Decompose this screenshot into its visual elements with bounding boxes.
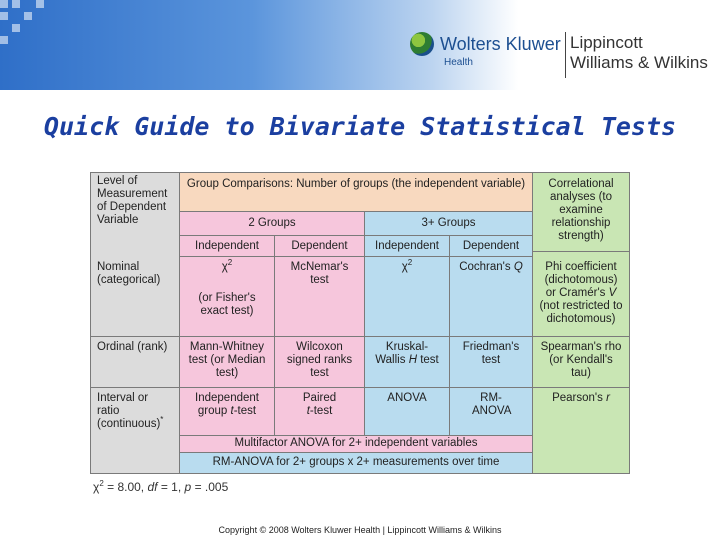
correlational-header: Correlational analyses (to examine relationship strength) xyxy=(533,173,629,251)
fisher-exact-note: (or Fisher's exact test) xyxy=(198,292,256,317)
nominal-correlation xyxy=(533,252,629,336)
test-suffix: -test xyxy=(233,405,257,417)
chi-symbol: χ xyxy=(93,480,100,494)
kruskal-h: H xyxy=(408,354,417,366)
brand-wolters-kluwer: Wolters Kluwer xyxy=(440,34,561,54)
interval-two-dependent xyxy=(275,388,364,435)
rm-anova-row: RM-ANOVA for 2+ groups x 2+ measurements over time xyxy=(180,453,532,473)
corner-header: Level of Measurement of Dependent Variable xyxy=(91,173,179,335)
bivariate-tests-table xyxy=(90,172,630,474)
ordinal-two-dependent: Wilcoxon signed ranks test xyxy=(275,337,364,387)
sub-header-independent: Independent xyxy=(180,236,274,256)
page-title: Quick Guide to Bivariate Statistical Tests xyxy=(43,112,677,141)
decor-square xyxy=(24,12,32,20)
logo-divider xyxy=(565,32,566,78)
kruskal-wallis-label: Kruskal-Wallis xyxy=(375,341,429,366)
chi-superscript: 2 xyxy=(99,479,104,488)
phi-cramer-text: Phi coefficient (dichotomous) or Cramér's xyxy=(544,261,618,299)
globe-icon xyxy=(410,32,434,56)
nominal-three-independent xyxy=(365,257,449,336)
df-label: df xyxy=(147,480,158,494)
chi-value: = 8.00, xyxy=(107,480,145,494)
decor-square xyxy=(0,0,8,8)
sub-header-independent: Independent xyxy=(365,236,449,256)
interval-label-text: Interval or ratio (continuous) xyxy=(97,392,161,430)
ordinal-three-dependent: Friedman's test xyxy=(450,337,532,387)
group-comparisons-header: Group Comparisons: Number of groups (the independent variable) xyxy=(180,173,532,211)
ordinal-correlation: Spearman's rho (or Kendall's tau) xyxy=(533,337,629,387)
decor-square xyxy=(0,12,8,20)
nominal-two-dependent: McNemar's test xyxy=(275,257,364,336)
three-groups-header: 3+ Groups xyxy=(365,212,532,235)
row-label-nominal: Nominal (categorical) xyxy=(91,257,179,336)
row-label-interval xyxy=(91,388,179,473)
brand-lww xyxy=(570,33,708,73)
sub-header-dependent: Dependent xyxy=(450,236,532,256)
cramer-v: V xyxy=(608,287,617,299)
decor-square xyxy=(12,0,20,8)
two-groups-header: 2 Groups xyxy=(180,212,364,235)
p-value: = .005 xyxy=(194,480,229,494)
cochran-label: Cochran's xyxy=(459,261,511,273)
nominal-three-dependent xyxy=(450,257,532,336)
pearson-label: Pearson's xyxy=(552,392,603,404)
chi-square-footnote xyxy=(93,480,228,494)
brand-williams-wilkins: Williams & Wilkins xyxy=(570,53,708,72)
test-suffix: -test xyxy=(309,405,333,417)
interval-three-independent: ANOVA xyxy=(365,388,449,435)
interval-correlation xyxy=(533,388,629,473)
copyright-text: Copyright © 2008 Wolters Kluwer Health | Lippincott Williams & Wilkins xyxy=(218,525,502,535)
row-label-ordinal: Ordinal (rank) xyxy=(91,337,179,387)
interval-three-dependent: RM-ANOVA xyxy=(450,388,532,435)
brand-health: Health xyxy=(444,57,473,68)
independent-group-text: Independent group xyxy=(195,392,259,417)
chi-symbol: χ xyxy=(401,261,408,273)
not-restricted-text: (not restricted to dichotomous) xyxy=(539,300,623,325)
t-symbol: t xyxy=(306,405,310,417)
pearson-r: r xyxy=(606,392,610,404)
kruskal-test-suffix: test xyxy=(420,354,439,366)
multifactor-anova-row: Multifactor ANOVA for 2+ independent variables xyxy=(180,436,532,452)
chi-superscript: 2 xyxy=(227,258,233,268)
brand-lippincott: Lippincott xyxy=(570,33,643,52)
decor-square xyxy=(0,36,8,44)
ordinal-three-independent xyxy=(365,337,449,387)
sub-header-dependent: Dependent xyxy=(275,236,364,256)
interval-asterisk: * xyxy=(160,415,164,425)
chi-symbol: χ xyxy=(221,261,228,273)
nominal-two-independent xyxy=(180,257,274,336)
ordinal-two-independent: Mann-Whitney test (or Median test) xyxy=(180,337,274,387)
df-value: = 1, xyxy=(160,480,182,494)
cochran-q: Q xyxy=(513,261,523,273)
p-label: p xyxy=(184,480,192,494)
t-symbol: t xyxy=(230,405,234,417)
decor-square xyxy=(12,24,20,32)
decor-square xyxy=(36,0,44,8)
paired-text: Paired xyxy=(302,392,337,404)
chi-superscript: 2 xyxy=(407,258,413,268)
interval-two-independent xyxy=(180,388,274,435)
